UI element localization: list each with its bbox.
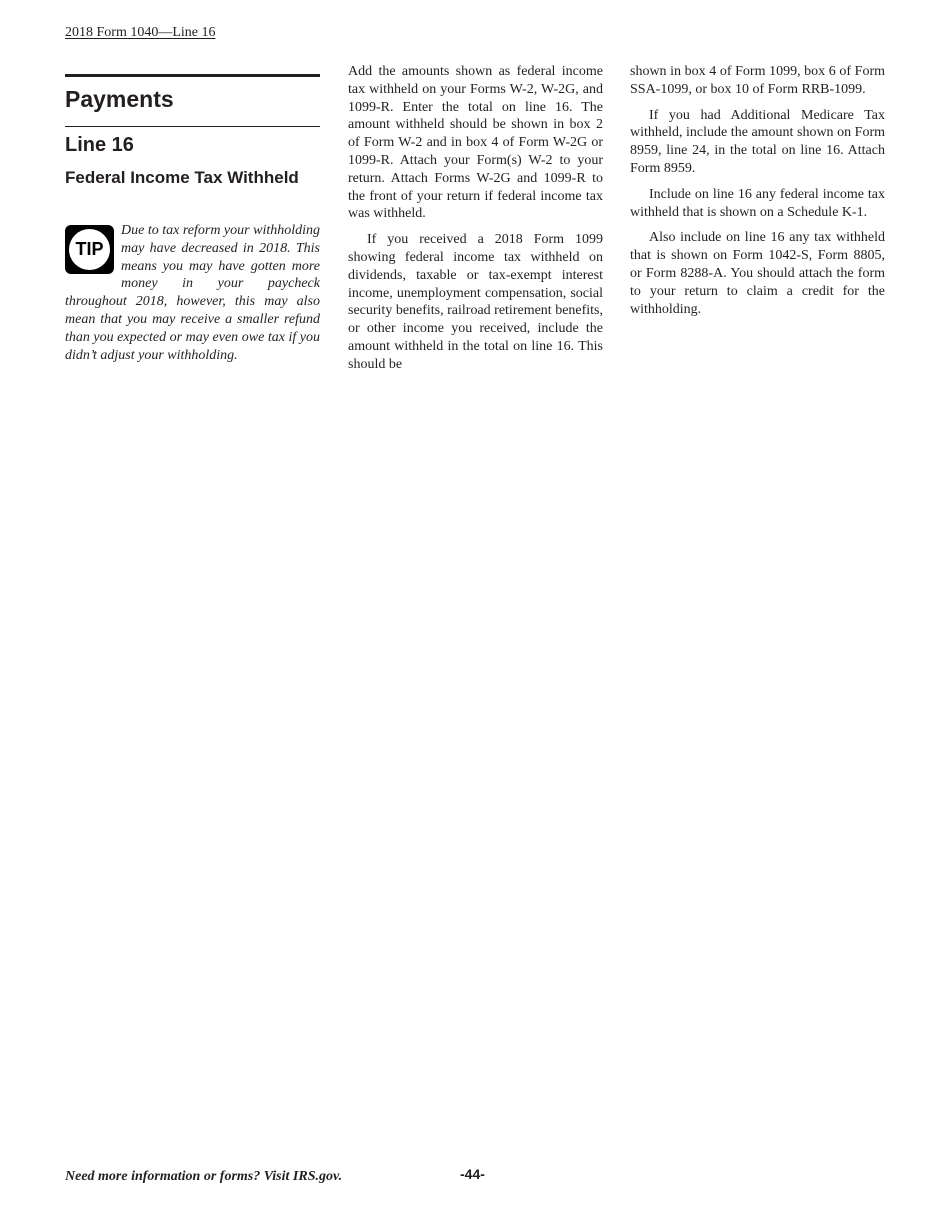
page-number: -44- — [460, 1166, 485, 1182]
footer-irs-link-text: Need more information or forms? Visit IRS.gov. — [65, 1169, 343, 1184]
section-rule-thin — [65, 126, 320, 127]
section-title: Payments — [65, 86, 174, 112]
tip-text: Due to tax reform your withholding may have decreased in 2018. This means you may have gotten more money in your paycheck throughout 2018, however, this may also mean that you may receive a smaller refund than you expected or may even owe tax if you didn’t adjust your withholding. — [65, 223, 320, 363]
column-3 — [630, 63, 885, 326]
paragraph-form-1099: If you received a 2018 Form 1099 showing federal income tax withheld on dividends, taxable or tax-exempt interest income, unemployment compensation, social security benefits, railroad retirement benefits, or other income you received, include the amount withheld in the total on line 16. This should be — [348, 232, 604, 372]
topic-title: Federal Income Tax Withheld — [65, 168, 299, 187]
tip-badge-label: TIP — [75, 238, 104, 259]
tip-icon — [65, 225, 114, 274]
paragraph-withholding-forms: Add the amounts shown as federal income tax withheld on your Forms W-2, W-2G, and 1099-R. Enter the total on line 16. The amount withheld should be shown in box 2 of Form W-2 and in box 4 of Form W-2G or 1099-R. Attach your Form(s) W-2 to your return. Attach Forms W-2G and 1099-R to the front of your return if federal income tax was withheld. — [348, 64, 603, 222]
paragraph-schedule-k1: Include on line 16 any federal income tax withheld that is shown on a Schedule K-1. — [630, 186, 885, 220]
paragraph-form-1099-continued: shown in box 4 of Form 1099, box 6 of Form SSA-1099, or box 10 of Form RRB-1099. — [630, 64, 885, 97]
section-rule-thick — [65, 74, 320, 77]
line-title: Line 16 — [65, 134, 134, 156]
paragraph-other-forms: Also include on line 16 any tax withheld that is shown on Form 1042-S, Form 8805, or Form 8288-A. You should attach the form to your return to claim a credit for the withholding. — [630, 230, 885, 317]
column-2 — [348, 63, 603, 382]
paragraph-medicare-tax: If you had Additional Medicare Tax withheld, include the amount shown on Form 8959, line 24, in the total on line 16. Attach Form 8959. — [630, 107, 885, 176]
running-head: 2018 Form 1040—Line 16 — [65, 25, 216, 40]
tip-block — [65, 222, 320, 364]
